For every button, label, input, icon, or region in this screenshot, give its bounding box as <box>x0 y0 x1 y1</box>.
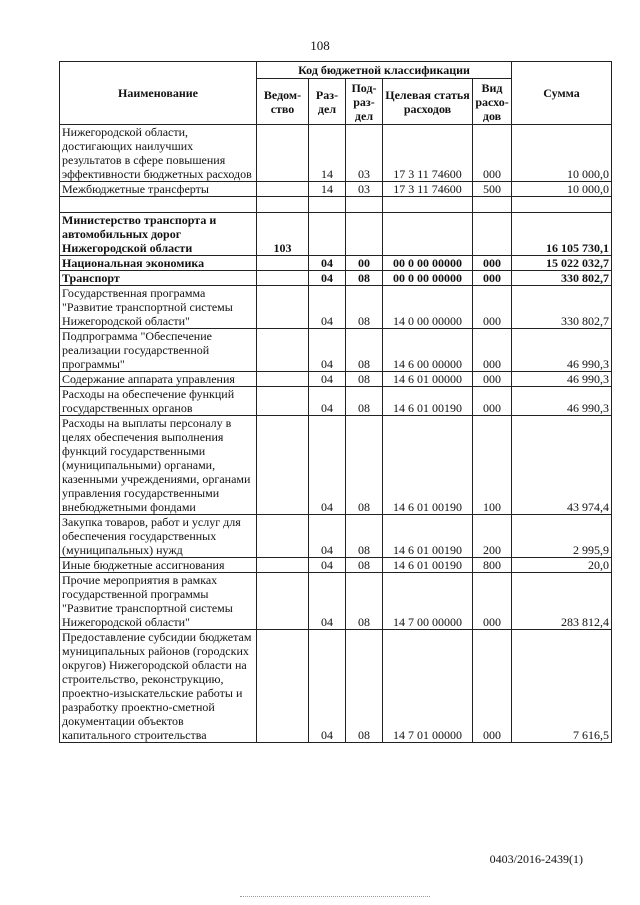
header-vid: Вид расхо-дов <box>473 79 512 125</box>
header-razdel: Раз-дел <box>309 79 346 125</box>
table-row: Расходы на обеспечение функций государственных органов 04 08 14 6 01 00190 000 46 990,3 <box>60 387 612 416</box>
table-row: Закупка товаров, работ и услуг для обеспечения государственных (муниципальных) нужд 04 08 14 6 01 00190 200 2 995,9 <box>60 515 612 558</box>
header-vedomstvo: Ведом-ство <box>257 79 309 125</box>
header-target: Целевая статья расходов <box>383 79 473 125</box>
table-row: Государственная программа "Развитие транспортной системы Нижегородской области" 04 08 14 0 00 00000 000 330 802,7 <box>60 286 612 329</box>
table-row-spacer <box>60 197 612 213</box>
table-row: Подпрограмма "Обеспечение реализации государственной программы" 04 08 14 6 00 00000 000 46 990,3 <box>60 329 612 372</box>
table-row: Национальная экономика 04 00 00 0 00 00000 000 15 022 032,7 <box>60 256 612 271</box>
header-sum: Сумма <box>512 62 612 125</box>
document-code: 0403/2016-2439(1) <box>489 852 583 866</box>
table-row: Нижегородской области, достигающих наилучших результатов в сфере повышения эффективности бюджетных расходов 14 03 17 3 11 74600 000 10 000,0 <box>60 125 612 182</box>
scan-artifact-line <box>240 896 430 899</box>
table-row-ministry: Министерство транспорта и автомобильных дорог Нижегородской области 103 16 105 730,1 <box>60 213 612 256</box>
budget-table <box>59 61 612 743</box>
table-row: Содержание аппарата управления 04 08 14 6 01 00000 000 46 990,3 <box>60 372 612 387</box>
header-podrazdel: Под-раз-дел <box>346 79 383 125</box>
table-row: Предоставление субсидии бюджетам муниципальных районов (городских округов) Нижегородской области на строительство, реконструкцию, проектно-изыскательские работы и разработку проектно-сметной документации объектов капитального строительства 04 08 14 7 01 00000 000 7 616,5 <box>60 630 612 743</box>
header-name: Наименование <box>60 62 257 125</box>
table-row: Расходы на выплаты персоналу в целях обеспечения выполнения функций государственными (муниципальными) органами, казенными учреждениями, органами управления государственными внебюджетными фондами 04 08 14 6 01 00190 100 43 974,4 <box>60 416 612 515</box>
table-row: Транспорт 04 08 00 0 00 00000 000 330 802,7 <box>60 271 612 286</box>
page-number: 108 <box>310 38 330 53</box>
table-row: Межбюджетные трансферты 14 03 17 3 11 74600 500 10 000,0 <box>60 182 612 197</box>
header-code-group: Код бюджетной классификации <box>257 62 512 79</box>
table-row: Прочие мероприятия в рамках государственной программы "Развитие транспортной системы Нижегородской области" 04 08 14 7 00 00000 000 283 812,4 <box>60 573 612 630</box>
table-row: Иные бюджетные ассигнования 04 08 14 6 01 00190 800 20,0 <box>60 558 612 573</box>
